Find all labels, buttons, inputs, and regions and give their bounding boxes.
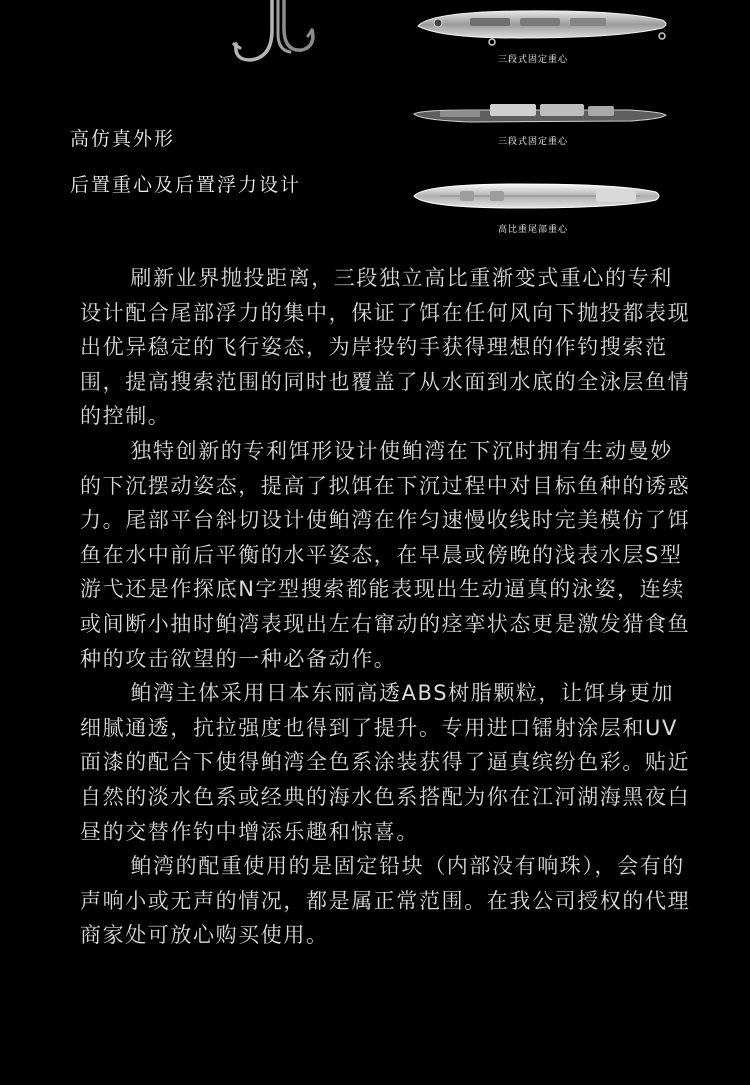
lure-weight-block-icon	[400, 100, 680, 130]
lure-three-stage-icon	[400, 6, 680, 51]
lure-diagram-3	[400, 178, 680, 235]
paragraph-weight-note: 鲌湾的配重使用的是固定铅块（内部没有响珠），会有的声响小或无声的情况，都是属正常范围。在我公司授权的代理商家处可放心购买使用。	[80, 854, 691, 948]
lure-caption-3: 高比重尾部重心	[498, 225, 569, 235]
paragraph-sinking-action: 独特创新的专利饵形设计使鲌湾在下沉时拥有生动曼妙的下沉摆动姿态，提高了拟饵在下沉过程中对目标鱼种的诱惑力。尾部平台斜切设计使鲌湾在作匀速慢收线时完美模仿了饵鱼在水中前后平衡的水平姿态，在早晨或傍晚的浅表水层S型游弋还是作探底N字型搜索都能表现出生动逼真的泳姿，连续或间断小抽时鲌湾表现出左右窜动的痉挛状态更是激发猎食鱼种的攻击欲望的一种必备动作。	[80, 438, 691, 671]
lure-caption-2: 三段式固定重心	[498, 137, 569, 147]
lure-diagram-1	[400, 6, 680, 65]
headline-rear-weight-design: 后置重心及后置浮力设计	[70, 174, 302, 196]
product-description	[80, 261, 692, 953]
headline-realistic-shape: 高仿真外形	[70, 128, 176, 150]
paragraph-casting-distance: 刷新业界抛投距离，三段独立高比重渐变式重心的专利设计配合尾部浮力的集中，保证了饵在任何风向下抛投都表现出优异稳定的飞行姿态，为岸投钓手获得理想的作钓搜索范围，提高搜索范围的同时也覆盖了从水面到水底的全泳层鱼情的控制。	[80, 266, 691, 429]
treble-hook-icon	[232, 0, 322, 70]
lure-caption-1: 三段式固定重心	[498, 55, 569, 65]
lure-diagram-2	[400, 100, 680, 147]
paragraph-material: 鲌湾主体采用日本东丽高透ABS树脂颗粒，让饵身更加细腻通透，抗拉强度也得到了提升。专用进口镭射涂层和UV面漆的配合下使得鲌湾全色系涂装获得了逼真缤纷色彩。贴近自然的淡水色系或经典的海水色系搭配为你在江河湖海黑夜白昼的交替作钓中增添乐趣和惊喜。	[80, 681, 691, 844]
lure-tail-weight-icon	[400, 178, 680, 214]
